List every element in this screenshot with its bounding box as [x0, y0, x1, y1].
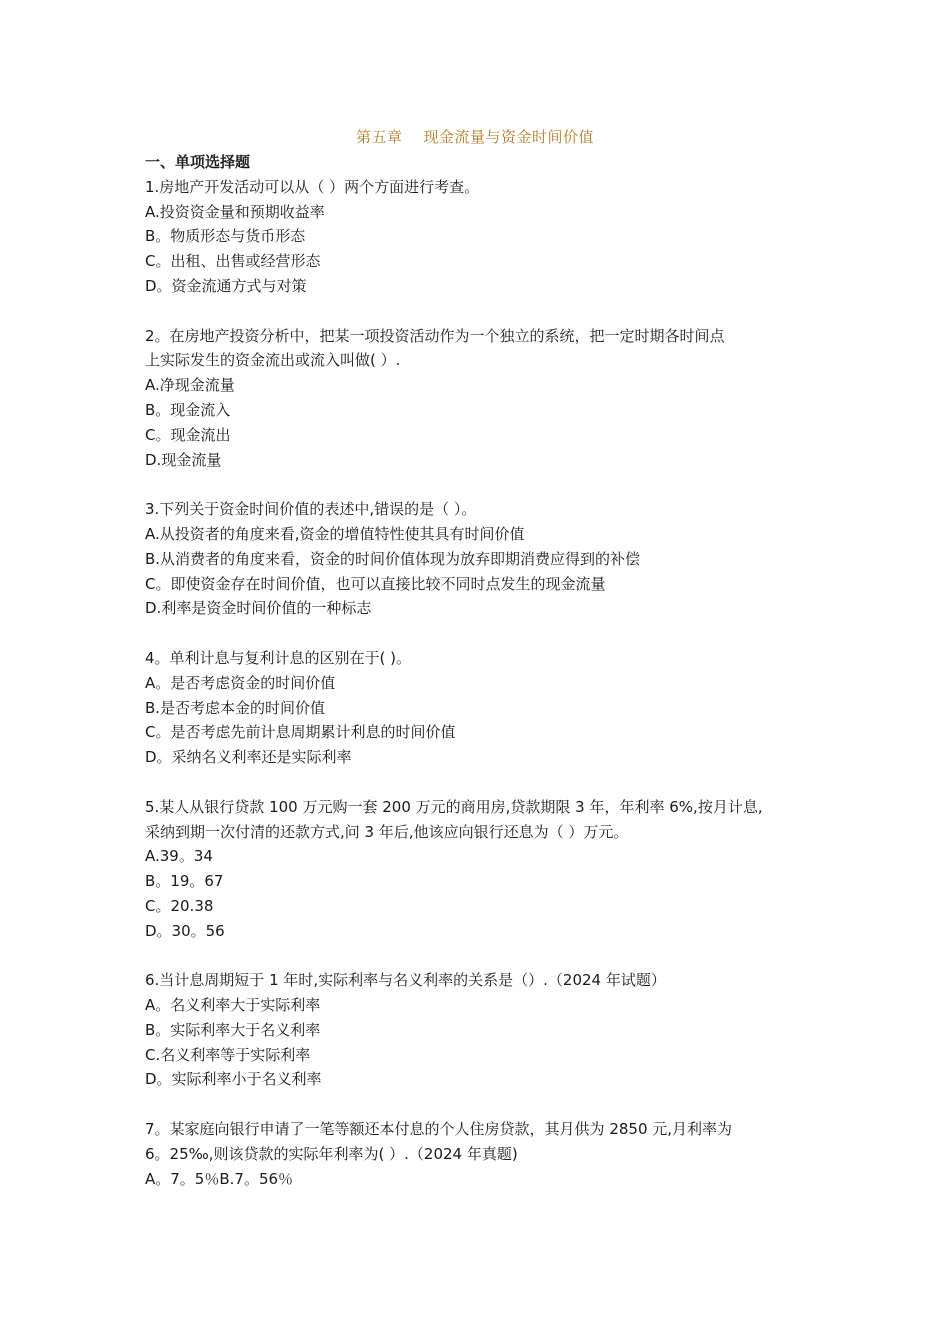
question-6	[145, 968, 825, 1092]
option-d: D.现金流量	[145, 450, 222, 469]
chapter-title: 第五章 现金流量与资金时间价值	[355, 128, 595, 146]
option-a: A.投资资金量和预期收益率	[145, 202, 325, 221]
document-content	[145, 150, 825, 1216]
option-b: B。实际利率大于名义利率	[145, 1020, 321, 1039]
question-stem-continued: 上实际发生的资金流出或流入叫做( ）.	[145, 351, 401, 370]
question-stem: 2。在房地产投资分析中，把某一项投资活动作为一个独立的系统，把一定时期各时间点	[145, 326, 725, 345]
question-4	[145, 646, 825, 770]
question-1	[145, 175, 825, 299]
question-stem: 5.某人从银行贷款 100 万元购一套 200 万元的商用房,贷款期限 3 年，年利率 6%,按月计息,	[145, 797, 763, 816]
option-b: B。19。67	[145, 872, 224, 891]
option-a: A.39。34	[145, 847, 213, 866]
option-b: B.是否考虑本金的时间价值	[145, 698, 326, 717]
option-d: D。30。56	[145, 921, 225, 940]
option-a: A。是否考虑资金的时间价值	[145, 673, 336, 692]
question-stem: 7。某家庭向银行申请了一笔等额还本付息的个人住房贷款，其月供为 2850 元,月利率为	[145, 1120, 733, 1139]
question-stem-continued: 6。25‰,则该贷款的实际年利率为( ）.（2024 年真题)	[145, 1144, 518, 1163]
question-stem: 4。单利计息与复利计息的区别在于( )。	[145, 648, 412, 667]
option-d: D.利率是资金时间价值的一种标志	[145, 599, 372, 618]
question-stem: 1.房地产开发活动可以从（ ）两个方面进行考查。	[145, 177, 480, 196]
question-3	[145, 497, 825, 621]
option-a: A。名义利率大于实际利率	[145, 996, 321, 1015]
option-b: B.从消费者的角度来看，资金的时间价值体现为放弃即期消费应得到的补偿	[145, 549, 641, 568]
option-a-b: A。7。5％B.7。56％	[145, 1169, 294, 1188]
option-c: C。是否考虑先前计息周期累计利息的时间价值	[145, 723, 456, 742]
question-stem-continued: 采纳到期一次付清的还款方式,问 3 年后,他该应向银行还息为（ ）万元。	[145, 822, 629, 841]
section-heading: 一、单项选择题	[145, 153, 251, 171]
option-a: A.净现金流量	[145, 376, 235, 395]
option-c: C。即使资金存在时间价值，也可以直接比较不同时点发生的现金流量	[145, 574, 606, 593]
question-stem: 3.下列关于资金时间价值的表述中,错误的是（ ）。	[145, 500, 477, 519]
question-stem: 6.当计息周期短于 1 年时,实际利率与名义利率的关系是（）.（2024 年试题）	[145, 971, 666, 990]
option-d: D。采纳名义利率还是实际利率	[145, 748, 352, 767]
question-5	[145, 795, 825, 944]
option-c: C。出租、出售或经营形态	[145, 252, 321, 271]
option-c: C.名义利率等于实际利率	[145, 1045, 311, 1064]
option-d: D。资金流通方式与对策	[145, 276, 307, 295]
option-d: D。实际利率小于名义利率	[145, 1070, 322, 1089]
option-a: A.从投资者的角度来看,资金的增值特性使其具有时间价值	[145, 524, 525, 543]
option-c: C。现金流出	[145, 425, 231, 444]
question-2	[145, 324, 825, 473]
question-7	[145, 1117, 825, 1191]
option-b: B。现金流入	[145, 400, 231, 419]
option-c: C。20.38	[145, 896, 214, 915]
option-b: B。物质形态与货币形态	[145, 227, 306, 246]
